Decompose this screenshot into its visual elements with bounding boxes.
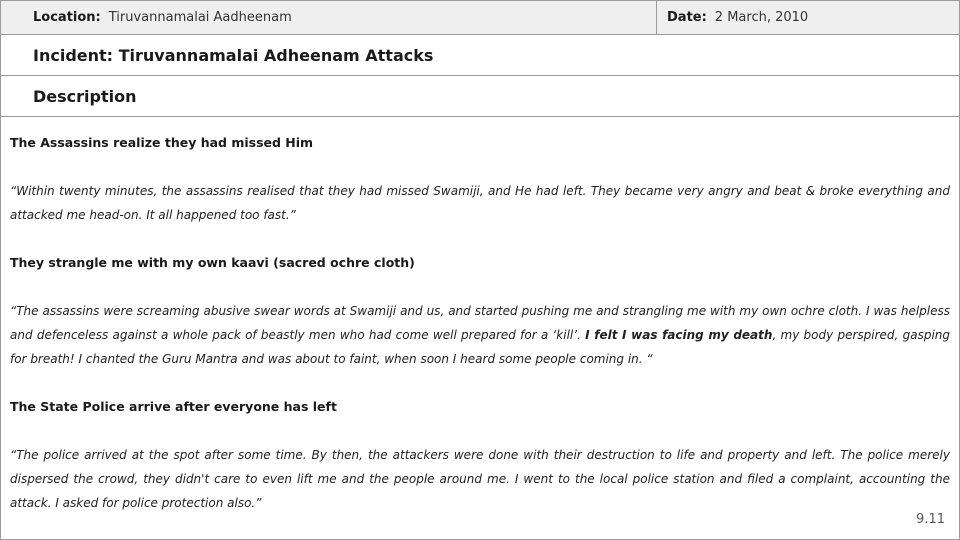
date-value: 2 March, 2010 xyxy=(714,10,809,25)
section-quote xyxy=(10,299,950,371)
header-row xyxy=(1,1,959,35)
description-body xyxy=(1,117,959,515)
date-cell xyxy=(657,1,959,34)
section-heading: The Assassins realize they had missed Him xyxy=(10,135,314,150)
incident-title: Incident: Tiruvannamalai Adheenam Attacks xyxy=(1,35,959,76)
section-heading: The State Police arrive after everyone has left xyxy=(10,399,337,414)
quote-text: “The assassins were screaming abusive swear words at Swamiji and us, and started pushing me and strangling me with my own ochre cloth. I was helpless and defenceless against a whole pack of beastly men who had come well prepared for a ‘kill’. xyxy=(10,304,950,342)
description-heading: Description xyxy=(1,76,959,117)
section-heading: They strangle me with my own kaavi (sacred ochre cloth) xyxy=(10,255,415,270)
section-quote: “The police arrived at the spot after some time. By then, the attackers were done with their destruction to life and property and left. The police merely dispersed the crowd, they didn't care to even lift me and the people around me. I went to the local police station and filed a complaint, accounting the attack. I asked for police protection also.” xyxy=(10,448,950,510)
location-cell xyxy=(1,1,657,34)
location-label: Location: xyxy=(33,10,101,25)
date-label: Date: xyxy=(667,10,707,25)
section-quote: “Within twenty minutes, the assassins realised that they had missed Swamiji, and He had left. They became very angry and beat & broke everything and attacked me head-on. It all happened too fast.” xyxy=(10,184,950,222)
quote-emphasis: I felt I was facing my death xyxy=(585,328,773,342)
location-value: Tiruvannamalai Aadheenam xyxy=(108,10,292,25)
quote-text: , my body perspired, gasping for breath! I chanted the Guru Mantra and was about to faint, when soon I heard some people coming in. “ xyxy=(10,328,951,366)
page-number: 9.11 xyxy=(916,512,945,527)
